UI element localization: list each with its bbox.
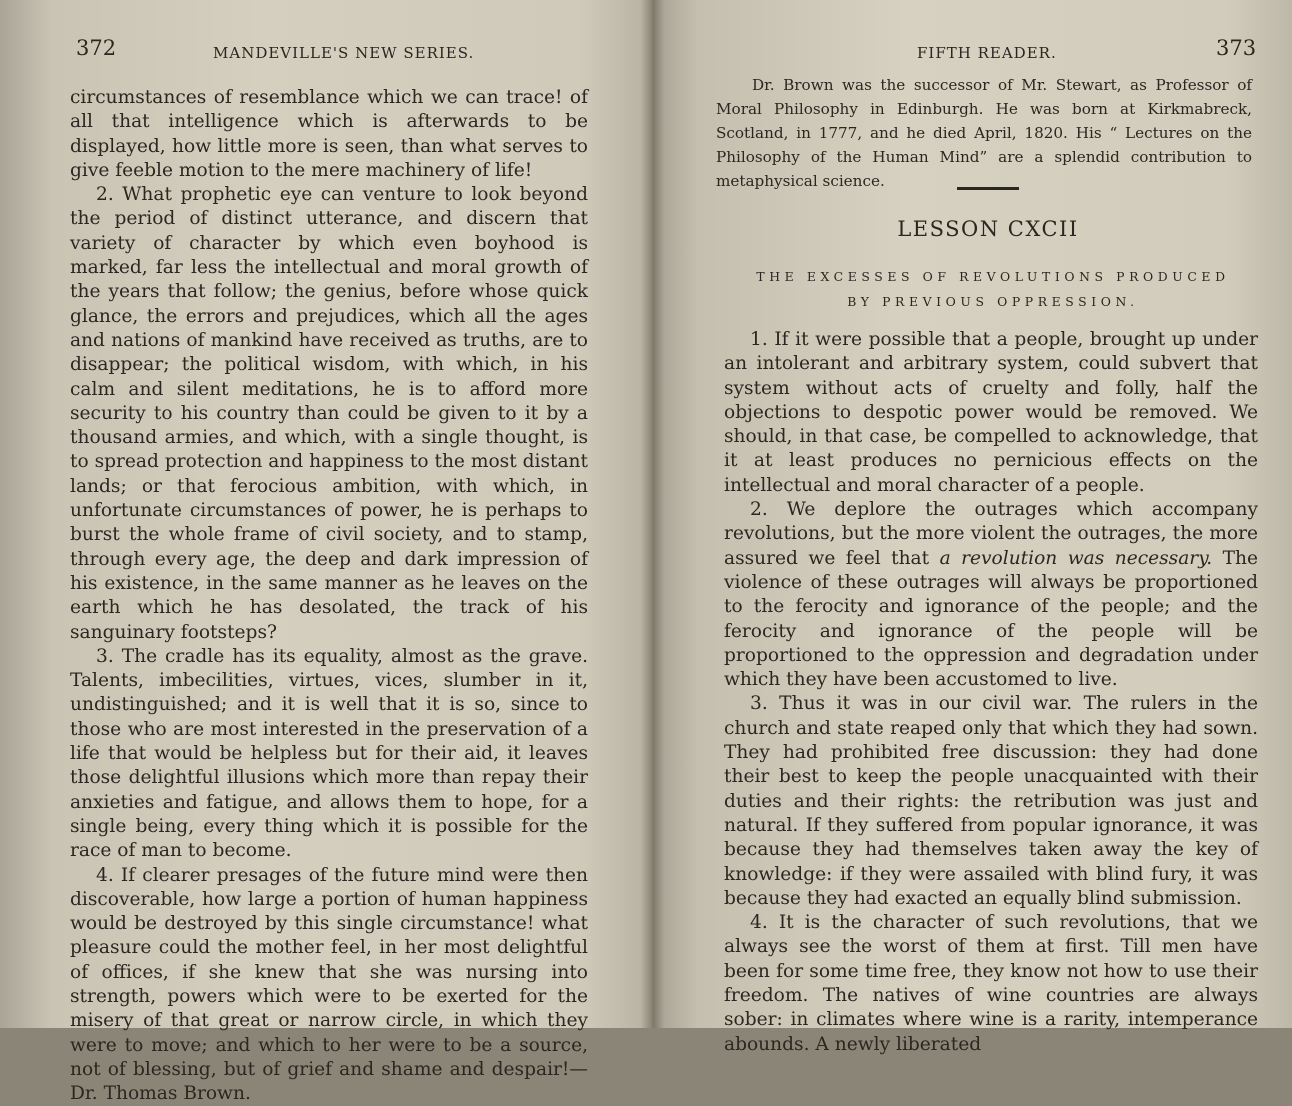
lesson-paragraph-2 [724, 498, 1258, 692]
left-page-body [70, 86, 588, 1106]
paragraph-4: 4. If clearer presages of the future mind were then discoverable, how large a portion of human happiness would be destroyed by this single circumstance! what pleasure could the mother feel, in her most delightful of offices, if she knew that she was nursing into strength, powers which were to be exerted for the misery of that great or narrow circle, in which they were to move; and which to her were to be a source, not of blessing, but of grief and shame and despair!—Dr. Thomas Brown. [70, 864, 588, 1106]
lesson-title: LESSON CXCII [724, 217, 1252, 241]
lesson-paragraph-2-end: The violence of these outrages will always be proportioned to the ferocity and ignorance of the people; and the ferocity and ignorance of the people will be proportioned to the oppression and degradation under which they have been accustomed to live. [724, 548, 1258, 690]
paragraph-2: 2. What prophetic eye can venture to look beyond the period of distinct utterance, and discern that variety of character by which even boyhood is marked, far less the intellectual and moral growth of the years that follow; the genius, before whose quick glance, the errors and prejudices, which all the ages and nations of mankind have received as truths, are to disappear; the political wisdom, with which, in his calm and silent meditations, he is to afford more security to his country than could be given to it by a thousand armies, and which, with a single thought, is to spread protection and happiness to the most distant lands; or that ferocious ambition, with which, in unfortunate circumstances of power, he is perhaps to burst the whole frame of civil society, and to stamp, through every age, the deep and dark impression of his existence, in the same manner as he leaves on the earth which he has desolated, the track of his sanguinary footsteps? [70, 183, 588, 645]
lesson-paragraph-2-emphasis: a revolution was necessary. [940, 548, 1213, 569]
lesson-paragraph-1: 1. If it were possible that a people, brought up under an intolerant and arbitrary system, could subvert that system without acts of cruelty and folly, half the objections to despotic power would be removed. We should, in that case, be compelled to acknowledge, that it at least produces no pernicious effects on the intellectual and moral character of a people. [724, 328, 1258, 498]
biographical-note [716, 73, 1252, 193]
lesson-paragraph-3: 3. Thus it was in our civil war. The rulers in the church and state reaped only that which they had sown. They had prohibited free discussion: they had done their best to keep the people unacquainted with their duties and their rights: the retribution was just and natural. If they suffered from popular ignorance, it was because they had themselves taken away the key of knowledge: if they were assailed with blind fury, it was because they had exacted an equally blind submission. [724, 692, 1258, 911]
section-divider [957, 187, 1019, 190]
biographical-note-text: Dr. Brown was the successor of Mr. Stewart, as Professor of Moral Philosophy in Edinburgh. He was born at Kirkmabreck, Scotland, in 1777, and he died April, 1820. His “ Lectures on the Philosophy of the Human Mind” are a splendid contribution to metaphysical science. [716, 73, 1252, 193]
lesson-subtitle [724, 264, 1262, 314]
lesson-paragraph-2-start: 2. We deplore the outrages which accompany revolutions, but the more violent the outrages, the more assured we feel that [724, 499, 1258, 569]
paragraph-continuation: circumstances of resemblance which we can trace! of all that intelligence which is afterwards to be displayed, how little more is seen, than what serves to give feeble motion to the mere machinery of life! [70, 86, 588, 183]
paragraph-3: 3. The cradle has its equality, almost as the grave. Talents, imbecilities, virtues, vices, slumber in it, undistinguished; and it is well that it is so, since to those who are most interested in the preservation of a life that would be helpless but for their aid, it leaves those delightful illusions which more than repay their anxieties and fatigue, and allows them to hope, for a single being, every thing which it is possible for the race of man to become. [70, 645, 588, 864]
right-running-head: FIFTH READER. [917, 44, 1057, 62]
left-page-number: 372 [76, 36, 116, 60]
lesson-paragraph-4: 4. It is the character of such revolutions, that we always see the worst of them at first. Till men have been for some time free, they know not how to use their freedom. The natives of wine countries are always sober: in climates where wine is a rarity, intemperance abounds. A newly liberated [724, 911, 1258, 1057]
book-gutter [640, 0, 664, 1028]
right-page-number: 373 [1216, 36, 1256, 60]
right-page-body [724, 328, 1258, 1057]
lesson-subtitle-line-1: THE EXCESSES OF REVOLUTIONS PRODUCED [724, 264, 1262, 289]
left-running-head: MANDEVILLE'S NEW SERIES. [213, 44, 474, 62]
lesson-subtitle-line-2: BY PREVIOUS OPPRESSION. [724, 289, 1262, 314]
